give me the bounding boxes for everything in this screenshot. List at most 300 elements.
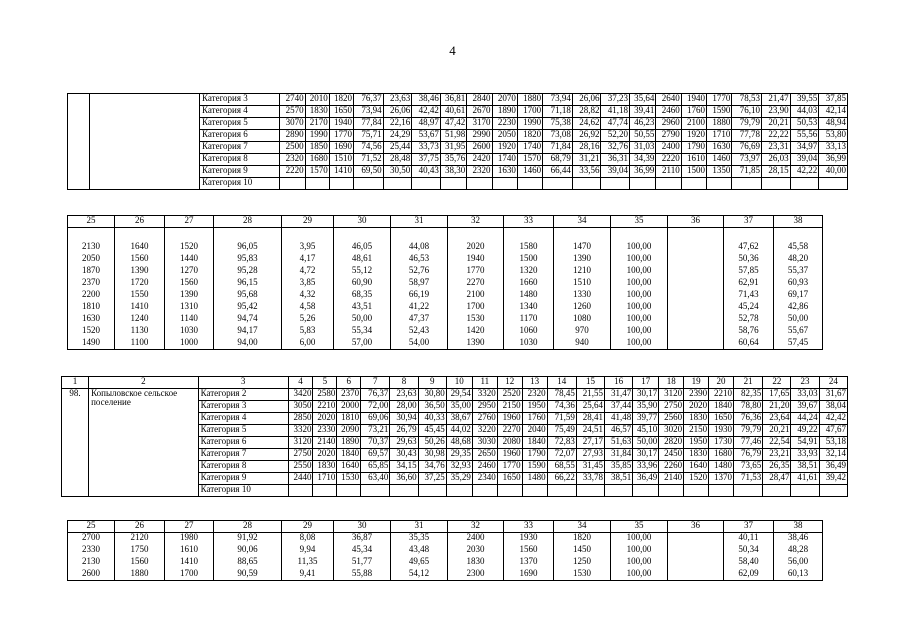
table-cell: 42,22: [790, 166, 819, 178]
table-cell: 1350: [707, 166, 732, 178]
table-cell: 2460: [472, 461, 497, 473]
table-cell: 55,12: [334, 266, 391, 278]
table-cell: 1250: [554, 557, 611, 569]
table-cell: 54,00: [391, 338, 448, 350]
table-cell: 47,74: [601, 118, 630, 130]
table-cell: [517, 178, 542, 190]
table-cell: 2320: [280, 154, 305, 166]
table-cell: 37,23: [601, 94, 630, 106]
category-label: Категория 9: [198, 473, 288, 485]
table-cell: 1320: [504, 266, 554, 278]
table-cell: 1510: [329, 154, 353, 166]
table-cell: 2460: [656, 106, 681, 118]
table-cell: 26,06: [383, 106, 412, 118]
table-cell: 74,56: [353, 142, 383, 154]
table-cell: 36,81: [440, 94, 466, 106]
table-cell: 30,94: [390, 413, 418, 425]
table-cell: 8,08: [282, 533, 334, 545]
table-row: [68, 314, 823, 326]
table-cell: 2330: [68, 545, 115, 557]
table-cell: 1700: [448, 302, 504, 314]
table-cell: [819, 178, 848, 190]
table-cell: 1450: [554, 545, 611, 557]
column-header: 5: [313, 377, 337, 389]
table-cell: 28,47: [763, 473, 791, 485]
table-cell: 1340: [504, 302, 554, 314]
table-cell: 1890: [492, 106, 517, 118]
table-cell: 2400: [656, 142, 681, 154]
table-cell: 43,48: [391, 545, 448, 557]
table-cell: 30,98: [418, 449, 446, 461]
table-cell: 48,97: [412, 118, 441, 130]
table-cell: 1470: [554, 242, 611, 254]
table-cell: 2500: [280, 142, 305, 154]
header-row: [68, 521, 823, 533]
table-cell: 2740: [280, 94, 305, 106]
table-cell: 2570: [280, 106, 305, 118]
table-cell: 53,18: [819, 437, 847, 449]
empty-cell: [68, 228, 115, 242]
table-cell: 1580: [504, 242, 554, 254]
table-cell: 1650: [497, 473, 522, 485]
table-cell: 22,16: [383, 118, 412, 130]
table-cell: 1530: [337, 473, 361, 485]
table-cell: 2260: [659, 461, 684, 473]
table-cell: 41,18: [601, 106, 630, 118]
table-cell: 36,49: [819, 461, 847, 473]
table-cell: 31,95: [440, 142, 466, 154]
table-cell: 1030: [165, 326, 214, 338]
table-cell: 1880: [707, 118, 732, 130]
table-cell: 2220: [280, 166, 305, 178]
table-cell: 1730: [709, 437, 734, 449]
table-cell: 1560: [165, 278, 214, 290]
table-cell: 38,51: [791, 461, 819, 473]
table-row: [68, 557, 823, 569]
table-cell: 1820: [517, 130, 542, 142]
table-cell: 1710: [707, 130, 732, 142]
data-table-block-3: [61, 376, 848, 497]
table-cell: 55,56: [790, 130, 819, 142]
table-cell: 62,91: [724, 278, 774, 290]
table-cell: 1890: [337, 437, 361, 449]
table-cell: 44,24: [791, 413, 819, 425]
table-cell: 66,44: [543, 166, 573, 178]
table-cell: 37,85: [819, 94, 848, 106]
table-cell: 1690: [329, 142, 353, 154]
table-cell: 39,04: [601, 166, 630, 178]
table-cell: 1560: [115, 254, 165, 266]
table-row: [62, 389, 848, 401]
table-cell: 100,00: [611, 533, 668, 545]
table-cell: 2040: [522, 425, 547, 437]
empty-cell: [448, 228, 504, 242]
table-cell: [576, 485, 604, 497]
table-cell: 2700: [68, 533, 115, 545]
table-cell: 23,90: [762, 106, 791, 118]
table-cell: 2670: [467, 106, 492, 118]
table-cell: 50,36: [724, 254, 774, 266]
table-cell: 76,37: [353, 94, 383, 106]
table-cell: 2130: [68, 242, 115, 254]
column-header: 32: [448, 216, 504, 228]
table-cell: 26,03: [762, 154, 791, 166]
table-cell: 46,23: [630, 118, 656, 130]
column-header: 17: [633, 377, 659, 389]
table-cell: 76,69: [732, 142, 762, 154]
table-cell: 65,85: [361, 461, 390, 473]
table-cell: 40,11: [724, 533, 774, 545]
table-cell: 2300: [448, 569, 504, 581]
table-cell: 60,90: [334, 278, 391, 290]
table-cell: 1720: [115, 278, 165, 290]
table-cell: 71,59: [547, 413, 576, 425]
table-cell: 30,17: [633, 449, 659, 461]
table-cell: 1370: [504, 557, 554, 569]
table-cell: 36,50: [418, 401, 446, 413]
table-cell: 1480: [709, 461, 734, 473]
column-header: 8: [390, 377, 418, 389]
table-cell: 40,00: [819, 166, 848, 178]
table-cell: 1880: [115, 569, 165, 581]
table-cell: 1530: [554, 569, 611, 581]
row-number-cell: 98.: [62, 389, 89, 497]
table-cell: 77,78: [732, 130, 762, 142]
column-header: 26: [115, 521, 165, 533]
table-cell: 50,00: [774, 314, 823, 326]
table-cell: 36,31: [601, 154, 630, 166]
table-cell: 73,97: [732, 154, 762, 166]
table-cell: 2230: [492, 118, 517, 130]
settlement-name-cell: Копыловское сельское поселение: [89, 389, 198, 497]
table-cell: 28,00: [390, 401, 418, 413]
table-cell: 47,62: [724, 242, 774, 254]
table-cell: [668, 278, 724, 290]
table-cell: 69,17: [774, 290, 823, 302]
table-cell: 1980: [165, 533, 214, 545]
table-cell: [681, 178, 706, 190]
table-cell: 1940: [448, 254, 504, 266]
table-cell: [467, 178, 492, 190]
category-label: Категория 6: [198, 437, 288, 449]
table-cell: 94,17: [214, 326, 282, 338]
table-cell: 2210: [709, 389, 734, 401]
table-cell: 73,08: [543, 130, 573, 142]
table-cell: 58,76: [724, 326, 774, 338]
table-cell: [791, 485, 819, 497]
table-cell: 1610: [165, 545, 214, 557]
table-cell: 29,54: [446, 389, 472, 401]
table-cell: 28,16: [572, 142, 601, 154]
table-cell: 79,79: [732, 118, 762, 130]
table-cell: 3320: [288, 425, 313, 437]
table-cell: 31,21: [572, 154, 601, 166]
table-cell: 28,48: [383, 154, 412, 166]
table-cell: 970: [554, 326, 611, 338]
table-cell: [763, 485, 791, 497]
empty-cell: [724, 228, 774, 242]
table-cell: [472, 485, 497, 497]
table-cell: 24,29: [383, 130, 412, 142]
table-cell: 82,35: [734, 389, 763, 401]
table-cell: [668, 242, 724, 254]
column-header: 24: [819, 377, 847, 389]
table-cell: 1310: [165, 302, 214, 314]
table-cell: 39,77: [633, 413, 659, 425]
header-row: [68, 216, 823, 228]
table-cell: 23,64: [763, 413, 791, 425]
table-cell: 38,46: [774, 533, 823, 545]
table-cell: 31,47: [605, 389, 633, 401]
table-cell: 1700: [165, 569, 214, 581]
table-cell: 2200: [68, 290, 115, 302]
table-cell: 37,75: [412, 154, 441, 166]
table-cell: 1390: [115, 266, 165, 278]
column-header: 7: [361, 377, 390, 389]
table-cell: 100,00: [611, 302, 668, 314]
table-cell: 38,51: [605, 473, 633, 485]
table-cell: 1880: [517, 94, 542, 106]
table-cell: 25,64: [576, 401, 604, 413]
table-cell: 1930: [709, 425, 734, 437]
table-cell: 2080: [497, 437, 522, 449]
table-cell: 30,80: [418, 389, 446, 401]
table-cell: 1610: [681, 154, 706, 166]
table-cell: 28,41: [576, 413, 604, 425]
table-row: [68, 242, 823, 254]
table-cell: 44,02: [446, 425, 472, 437]
column-header: 11: [472, 377, 497, 389]
table-cell: 3420: [288, 389, 313, 401]
table-cell: 41,61: [791, 473, 819, 485]
table-cell: 1740: [517, 142, 542, 154]
table-cell: 2020: [448, 242, 504, 254]
table-cell: 55,88: [334, 569, 391, 581]
table-cell: 95,28: [214, 266, 282, 278]
empty-cell: [504, 228, 554, 242]
table-cell: 73,21: [361, 425, 390, 437]
table-cell: [522, 485, 547, 497]
column-header: 23: [791, 377, 819, 389]
column-header: 15: [576, 377, 604, 389]
table-cell: 71,18: [543, 106, 573, 118]
column-header: 35: [611, 521, 668, 533]
table-cell: 2420: [467, 154, 492, 166]
category-label: Категория 3: [198, 401, 288, 413]
table-cell: 22,54: [763, 437, 791, 449]
table-cell: 25,44: [383, 142, 412, 154]
table-cell: [497, 485, 522, 497]
table-cell: 46,05: [334, 242, 391, 254]
table-cell: 1990: [305, 130, 329, 142]
table-cell: 39,55: [790, 94, 819, 106]
table-cell: [668, 533, 724, 545]
table-cell: 1370: [709, 473, 734, 485]
table-cell: 37,44: [605, 401, 633, 413]
table-cell: 1760: [681, 106, 706, 118]
table-cell: [630, 178, 656, 190]
table-row: [68, 533, 823, 545]
table-cell: 71,53: [734, 473, 763, 485]
table-cell: 2110: [656, 166, 681, 178]
table-cell: 2340: [472, 473, 497, 485]
table-cell: 2950: [472, 401, 497, 413]
table-cell: [288, 485, 313, 497]
table-cell: 49,22: [791, 425, 819, 437]
table-cell: 1960: [497, 413, 522, 425]
table-cell: 1790: [681, 142, 706, 154]
table-cell: 33,13: [819, 142, 848, 154]
table-cell: 96,05: [214, 242, 282, 254]
table-cell: 52,76: [391, 266, 448, 278]
table-cell: 91,92: [214, 533, 282, 545]
table-cell: [329, 178, 353, 190]
table-cell: 2840: [467, 94, 492, 106]
table-cell: [572, 178, 601, 190]
table-cell: 1530: [448, 314, 504, 326]
table-cell: 1260: [554, 302, 611, 314]
table-cell: 2760: [472, 413, 497, 425]
table-cell: 2220: [656, 154, 681, 166]
column-header: 33: [504, 521, 554, 533]
column-header: 25: [68, 521, 115, 533]
column-header: 27: [165, 216, 214, 228]
table-row: [68, 545, 823, 557]
spacer-row: [68, 228, 823, 242]
table-cell: 940: [554, 338, 611, 350]
table-cell: 20,21: [763, 425, 791, 437]
table-cell: 2270: [497, 425, 522, 437]
table-cell: 2580: [313, 389, 337, 401]
table-cell: 3170: [467, 118, 492, 130]
table-cell: [734, 485, 763, 497]
table-cell: 47,42: [440, 118, 466, 130]
table-cell: 1650: [709, 413, 734, 425]
empty-cell: [165, 228, 214, 242]
table-cell: 2600: [467, 142, 492, 154]
table-cell: 71,84: [543, 142, 573, 154]
table-cell: 1030: [504, 338, 554, 350]
table-cell: 78,45: [547, 389, 576, 401]
table-cell: 50,34: [724, 545, 774, 557]
table-cell: 1770: [448, 266, 504, 278]
category-label: Категория 8: [200, 154, 280, 166]
category-label: Категория 5: [200, 118, 280, 130]
table-cell: 2850: [288, 413, 313, 425]
table-cell: 21,55: [576, 389, 604, 401]
table-cell: 4,72: [282, 266, 334, 278]
table-cell: 1460: [707, 154, 732, 166]
table-cell: 2100: [681, 118, 706, 130]
column-header: 36: [668, 216, 724, 228]
table-cell: 51,63: [605, 437, 633, 449]
table-cell: 1810: [337, 413, 361, 425]
table-cell: 1750: [115, 545, 165, 557]
table-cell: 95,83: [214, 254, 282, 266]
table-cell: 35,64: [630, 94, 656, 106]
column-header: 32: [448, 521, 504, 533]
table-cell: 26,06: [572, 94, 601, 106]
table-cell: 1060: [504, 326, 554, 338]
table-cell: 34,15: [390, 461, 418, 473]
column-header: 37: [724, 216, 774, 228]
table-cell: 2320: [522, 389, 547, 401]
table-cell: 71,85: [732, 166, 762, 178]
column-header: 3: [198, 377, 288, 389]
table-cell: 1390: [165, 290, 214, 302]
empty-cell: [391, 228, 448, 242]
table-cell: 2390: [684, 389, 709, 401]
table-cell: 45,45: [418, 425, 446, 437]
column-header: 28: [214, 521, 282, 533]
table-cell: 1770: [707, 94, 732, 106]
data-table-block-4: [67, 520, 823, 581]
table-cell: [280, 178, 305, 190]
table-cell: 32,93: [446, 461, 472, 473]
table-cell: 1170: [504, 314, 554, 326]
table-cell: 33,78: [576, 473, 604, 485]
table-cell: [418, 485, 446, 497]
table-cell: 45,34: [334, 545, 391, 557]
table-cell: 36,99: [819, 154, 848, 166]
table-cell: [709, 485, 734, 497]
table-cell: 51,77: [334, 557, 391, 569]
column-header: 20: [709, 377, 734, 389]
empty-cell: [554, 228, 611, 242]
table-cell: 2370: [68, 278, 115, 290]
table-cell: 42,42: [412, 106, 441, 118]
table-cell: 35,76: [440, 154, 466, 166]
table-cell: 1550: [115, 290, 165, 302]
table-cell: 75,38: [543, 118, 573, 130]
table-cell: 1840: [337, 449, 361, 461]
table-cell: 1570: [517, 154, 542, 166]
table-cell: 2440: [288, 473, 313, 485]
table-cell: 2640: [656, 94, 681, 106]
table-cell: 4,32: [282, 290, 334, 302]
table-cell: 50,00: [633, 437, 659, 449]
table-cell: 30,43: [390, 449, 418, 461]
page-number: 4: [449, 43, 456, 58]
table-cell: 1410: [115, 302, 165, 314]
table-cell: 96,15: [214, 278, 282, 290]
table-cell: 36,99: [630, 166, 656, 178]
column-header: 38: [774, 216, 823, 228]
table-cell: [412, 178, 441, 190]
table-cell: 23,31: [762, 142, 791, 154]
table-cell: [659, 485, 684, 497]
table-cell: 55,34: [334, 326, 391, 338]
table-cell: 2820: [659, 437, 684, 449]
table-cell: 2960: [656, 118, 681, 130]
table-cell: 1680: [709, 449, 734, 461]
table-cell: 27,17: [576, 437, 604, 449]
table-cell: 1920: [681, 130, 706, 142]
table-cell: 36,49: [633, 473, 659, 485]
table-cell: 11,35: [282, 557, 334, 569]
table-cell: 77,46: [734, 437, 763, 449]
table-cell: [601, 178, 630, 190]
table-cell: 31,67: [819, 389, 847, 401]
table-cell: 54,91: [791, 437, 819, 449]
table-row: [68, 569, 823, 581]
table-cell: 1820: [554, 533, 611, 545]
table-cell: 1390: [554, 254, 611, 266]
table-cell: 76,37: [361, 389, 390, 401]
empty-cell: [774, 228, 823, 242]
table-cell: 38,30: [440, 166, 466, 178]
table-cell: 46,53: [391, 254, 448, 266]
